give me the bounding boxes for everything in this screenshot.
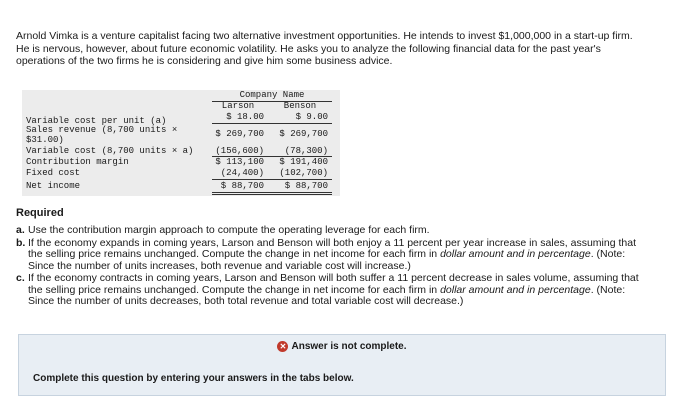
larson-sales-revenue: $ 269,700 [215,129,264,139]
column-benson: Benson [283,101,317,111]
instructions-text: Complete this question by entering your answers in the tabs below. [33,373,354,384]
intro-line-3: operations of the two firms he is considering and give him some business advice. [16,55,393,67]
row-label-fixed-cost: Fixed cost [26,168,81,178]
question-c-line-1: If the economy contracts in coming years, Larson and Benson will both suffer a 11 percent decrease in sales volume, assuming that [28,272,639,284]
benson-sales-revenue: $ 269,700 [279,129,328,139]
answer-status [19,341,665,352]
row-label-sales-revenue-cont: $31.00) [26,135,64,145]
problem-intro [16,30,676,68]
benson-variable-cost-per-unit: $ 9.00 [295,112,328,122]
question-c-line-3: Since the number of units decreases, both total revenue and total variable cost will decrease.) [28,295,464,307]
benson-net-income: $ 88,700 [284,181,328,191]
row-label-net-income: Net income [26,181,81,191]
answer-status-panel [18,334,666,396]
column-larson: Larson [221,101,255,111]
larson-variable-cost-per-unit: $ 18.00 [226,112,264,122]
row-label-variable-cost: Variable cost (8,700 units × a) [26,146,194,156]
question-a-text: Use the contribution margin approach to compute the operating leverage for each firm. [28,224,430,236]
answer-status-text: Answer is not complete. [291,341,407,353]
question-b-line-1: If the economy expands in coming years, Larson and Benson will both enjoy a 11 percent per year increase in sales, assuming that [28,236,636,249]
larson-variable-cost: (156,600) [215,146,264,156]
x-circle-icon: ✕ [277,341,288,352]
company-name-header: Company Name [239,90,305,100]
row-label-variable-cost-per-unit: Variable cost per unit (a) [26,116,167,126]
larson-contribution-margin: $ 113,100 [215,157,264,167]
row-label-contribution-margin: Contribution margin [26,157,129,167]
benson-variable-cost: (78,300) [284,146,328,156]
question-c-line-2: the selling price remains unchanged. Compute the change in net income for each firm in dollar amount and in percentage. (Note: [28,283,626,296]
larson-fixed-cost: (24,400) [220,168,264,178]
required-heading: Required [16,207,64,219]
intro-line-1: Arnold Vimka is a venture capitalist facing two alternative investment opportunities. He intends to invest $1,000,000 in a start-up firm. [16,30,633,42]
question-c-label: c. [16,272,25,284]
question-a-label: a. [16,224,25,236]
benson-fixed-cost: (102,700) [279,168,328,178]
question-a [16,225,676,237]
question-list [16,225,676,309]
row-label-sales-revenue: Sales revenue (8,700 units × [26,125,178,135]
question-c [16,273,676,308]
question-b-label: b. [16,236,26,249]
financial-data-table [22,90,340,196]
benson-contribution-margin: $ 191,400 [279,157,328,167]
question-b [16,238,676,273]
question-b-line-3: Since the number of units increases, both revenue and variable cost will increase.) [28,259,411,272]
question-b-line-2: the selling price remains unchanged. Compute the change in net income for each firm in dollar amount and in percentage. (Note: [28,248,626,260]
larson-net-income: $ 88,700 [220,181,264,191]
intro-line-2: He is nervous, however, about future economic volatility. He asks you to analyze the following financial data for the past year's [16,42,601,55]
